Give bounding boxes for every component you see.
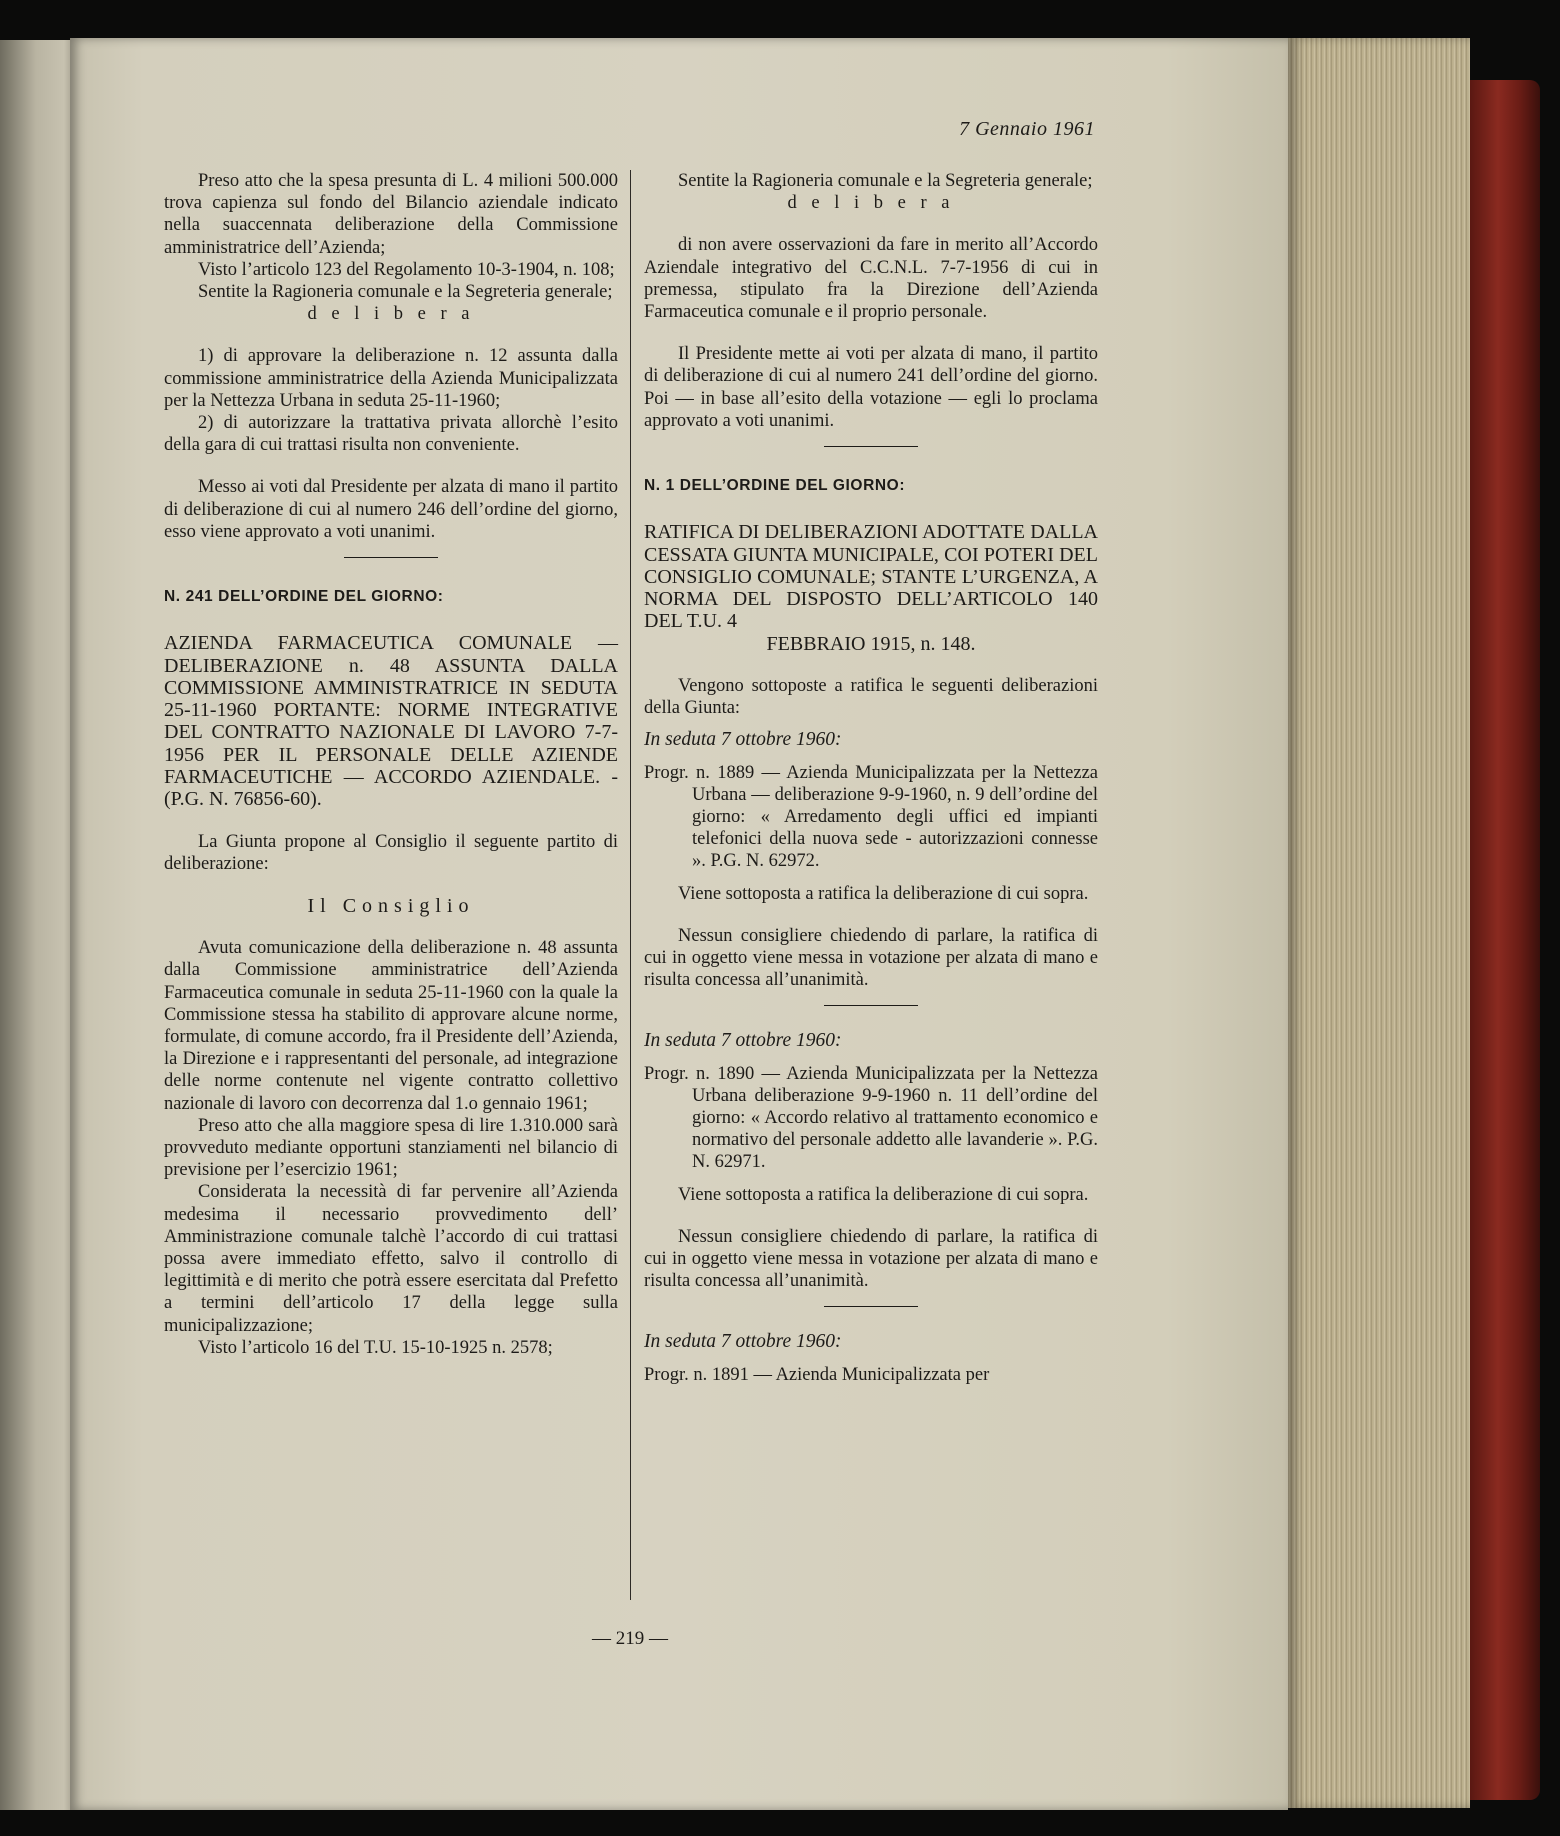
section-rule (344, 557, 438, 558)
paragraph: Sentite la Ragioneria comunale e la Segreteria generale; (198, 282, 613, 303)
agenda-item-title-last: FEBBRAIO 1915, n. 148. (766, 632, 976, 655)
paragraph: Considerata la necessità di far pervenire all’Azienda medesima il necessario provvedimento dell’ Amministrazione comunale talchè l’accordo di cui trattasi possa avere immediato effetto, salvo il controllo di legittimità e di merito che potrà essere esercitata dal Prefetto a termini dell’articolo 17 della legge sulla municipalizzazione; (164, 1182, 618, 1336)
seduta-heading: In seduta 7 ottobre 1960: (644, 1331, 842, 1353)
delibera-heading: d e l i b e r a (307, 304, 475, 325)
page-fore-edge (1288, 38, 1470, 1808)
progr-entry: Progr. n. 1891 — Azienda Municipalizzata per (644, 1364, 990, 1385)
paragraph: Preso atto che la spesa presunta di L. 4 milioni 500.000 trova capienza sul fondo del Bilancio aziendale indicato nella suaccennata deliberazione della Commissione amministratrice dell’Azienda; (164, 171, 618, 258)
paragraph: 1) di approvare la deliberazione n. 12 assunta dalla commissione amministratrice della Azienda Municipalizzata per la Nettezza Urbana in seduta 25-11-1960; (164, 346, 618, 411)
right-column (644, 170, 1098, 1386)
paragraph: di non avere osservazioni da fare in merito all’Accordo Aziendale integrativo del C.C.N.L. 7-7-1956 di cui in premessa, stipulato fra la Direzione dell’Azienda Farmaceutica comunale e il proprio personale. (644, 235, 1098, 323)
column-divider (630, 170, 631, 1600)
paragraph: Sentite la Ragioneria comunale e la Segreteria generale; (678, 171, 1093, 191)
agenda-item-heading: N. 241 DELL’ORDINE DEL GIORNO: (164, 588, 444, 606)
paragraph: Viene sottoposta a ratifica la deliberazione di cui sopra. (678, 1184, 1089, 1205)
paragraph: Visto l’articolo 16 del T.U. 15-10-1925 n. 2578; (198, 1337, 553, 1358)
section-rule (824, 1306, 918, 1307)
running-header-date: 7 Gennaio 1961 (959, 118, 1095, 140)
paragraph: 2) di autorizzare la trattativa privata allorchè l’esito della gara di cui trattasi risulta non conveniente. (164, 413, 618, 456)
paragraph: Visto l’articolo 123 del Regolamento 10-3-1904, n. 108; (198, 259, 615, 280)
facing-page-edge (0, 40, 80, 1810)
delibera-heading: d e l i b e r a (787, 193, 955, 214)
seduta-heading: In seduta 7 ottobre 1960: (644, 729, 842, 751)
section-rule (824, 1005, 918, 1006)
paragraph: Avuta comunicazione della deliberazione n. 48 assunta dalla Commissione amministratrice dell’Azienda Farmaceutica comunale in seduta 25-11-1960 con la quale la Commissione stessa ha stabilito di approvare alcune norme, formulate, di comune accordo, fra il Presidente dell’Azienda, la Direzione e i rappresentanti del personale, ad integrazione delle norme contenute nel vigente contratto collettivo nazionale di lavoro con decorrenza dal 1.o gennaio 1961; (164, 938, 618, 1114)
paragraph: Nessun consigliere chiedendo di parlare, la ratifica di cui in oggetto viene messa in votazione per alzata di mano e risulta concessa all’unanimità. (644, 1226, 1098, 1292)
agenda-item-heading: N. 1 DELL’ORDINE DEL GIORNO: (644, 477, 906, 495)
paragraph: Messo ai voti dal Presidente per alzata di mano il partito di deliberazione di cui al numero 246 dell’ordine del giorno, esso viene approvato a voti unanimi. (164, 477, 618, 542)
agenda-item-title (644, 521, 1098, 655)
section-rule (824, 446, 918, 447)
progr-entry: Progr. n. 1890 — Azienda Municipalizzata per la Nettezza Urbana deliberazione 9-9-1960 n. 11 dell’ordine del giorno: « Accordo relativo al trattamento economico e normativo del personale addetto alle lavanderie ». P.G. N. 62971. (644, 1063, 1098, 1173)
paragraph: La Giunta propone al Consiglio il seguente partito di deliberazione: (164, 831, 618, 874)
agenda-item-title: AZIENDA FARMACEUTICA COMUNALE — DELIBERAZIONE n. 48 ASSUNTA DALLA COMMISSIONE AMMINISTRATRICE IN SEDUTA 25-11-1960 PORTANTE: NORME INTEGRATIVE DEL CONTRATTO NAZIONALE DI LAVORO 7-7-1956 PER IL PERSONALE DELLE AZIENDE FARMACEUTICHE — ACCORDO AZIENDALE. - (P.G. N. 76856-60). (164, 632, 618, 811)
paragraph: Vengono sottoposte a ratifica le seguenti deliberazioni della Giunta: (644, 676, 1098, 719)
paragraph: Preso atto che alla maggiore spesa di lire 1.310.000 sarà provveduto mediante opportuni stanziamenti nel bilancio di previsione per l’esercizio 1961; (164, 1115, 618, 1181)
paragraph: Viene sottoposta a ratifica la deliberazione di cui sopra. (678, 883, 1089, 904)
progr-entry: Progr. n. 1889 — Azienda Municipalizzata per la Nettezza Urbana — deliberazione 9-9-1960, n. 9 dell’ordine del giorno: « Arredamento degli uffici ed impianti telefonici della nuova sede - autorizzazioni connesse ». P.G. N. 62972. (644, 762, 1098, 872)
paragraph: Nessun consigliere chiedendo di parlare, la ratifica di cui in oggetto viene messa in votazione per alzata di mano e risulta concessa all’unanimità. (644, 925, 1098, 991)
left-column (164, 170, 618, 1359)
seduta-heading: In seduta 7 ottobre 1960: (644, 1030, 842, 1052)
page-number: — 219 — (592, 1628, 668, 1649)
consiglio-heading: Il Consiglio (307, 895, 475, 918)
paragraph: Il Presidente mette ai voti per alzata di mano, il partito di deliberazione di cui al numero 241 dell’ordine del giorno. Poi — in base all’esito della votazione — egli lo proclama approvato a voti unanimi. (644, 344, 1098, 431)
book-cover-edge (1470, 80, 1540, 1800)
agenda-item-title-main: RATIFICA DI DELIBERAZIONI ADOTTATE DALLA CESSATA GIUNTA MUNICIPALE, COI POTERI DEL CONSIGLIO COMUNALE; STANTE L’URGENZA, A NORMA DEL DISPOSTO DELL’ARTICOLO 140 DEL T.U. 4 (644, 521, 1098, 633)
